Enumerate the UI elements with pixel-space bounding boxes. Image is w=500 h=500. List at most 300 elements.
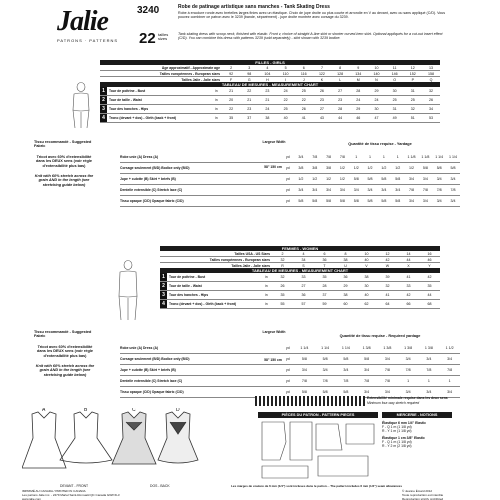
brand-subtitle: PATRONS · PATTERNS [57,38,119,43]
yardage-row-label: Robe unie (A) Dress (A) [120,155,159,159]
measure-cell: 21 [229,89,234,93]
measure-cell: 32 [280,275,285,279]
size-label-fr: tailles [158,32,169,37]
size-row-values [272,258,440,262]
yardage-cell: 7/8 [364,379,370,383]
measure-cell: 23 [265,89,270,93]
measure-cell: 28 [356,89,361,93]
measure-cell: 25 [283,107,288,111]
yardage-row-values [294,379,460,383]
back-label: DOS - BACK [150,484,170,488]
yardage-row-values [294,177,460,181]
view-label-d: D [176,408,180,413]
yardage-cell: 1/2 [353,166,359,170]
size-cell: 10 [364,251,369,256]
yardage-cell: 1 3/8 [424,346,433,350]
measure-cell: 59 [322,302,327,306]
measure-row [100,105,440,114]
measure-cell: 44 [427,293,432,297]
pattern-number: 3240 [137,5,160,16]
size-row-label: Tailles Jalie - Jalie sizes [231,263,270,268]
yardage-row-unit: yd [286,199,290,203]
measure-cell: 38 [343,293,348,297]
yardage-cell: 1/2 [381,166,387,170]
yardage-cell: 5/8 [450,166,456,170]
size-cell: K [320,77,324,82]
yardage-cell: 1 [355,155,358,159]
front-label: DEVANT - FRONT [60,484,89,488]
measure-cell: 66 [406,302,411,306]
yardage-cell: 3/4 [353,188,359,192]
yardage-cell: 7/8 [301,379,307,383]
measure-row-label: Tour de poitrine - Bust [109,89,146,93]
yardage-cell: 1 1/4 [435,155,444,159]
stretch-guide-bar [255,396,365,406]
measure-cell: 40 [283,116,288,120]
yardage-row-label: Robe unie (A) Dress (A) [120,346,159,350]
measure-cell: 25 [392,98,397,102]
notions-title: MERCERIE - NOTIONS [382,412,452,418]
size-cell: N [375,77,378,82]
yardage-cell: 3/4 [447,357,453,361]
girls-bar: FILLES - GIRLS [100,60,440,65]
yardage-cell: 3/4 [409,199,415,203]
yardage-cell: 5/8 [353,199,359,203]
measure-cell: 46 [356,116,361,120]
measure-cell: 35 [280,293,285,297]
yardage-cell: 3/4 [405,390,411,394]
yardage-cell: 5/8 [343,390,349,394]
women-yardage-rows [120,343,460,398]
yardage-cell: 1 [427,379,430,383]
size-cell: T [323,263,326,268]
yardage-row-label: Dentelle extensible (C) Stretch lace (C) [120,188,183,192]
measure-row-number: 3 [160,291,167,299]
measure-cell: 24 [356,98,361,102]
measure-cell: 42 [406,293,411,297]
measure-row [160,273,440,282]
yardage-cell: 3/8 [312,166,318,170]
notions-item-2: R - Y 1 m (1 1/8 yd) [382,429,412,433]
measure-cell: 32 [385,284,390,288]
size-cell: 10 [374,65,379,70]
girls-fabric-title: Tissu recommandé - Suggested Fabric [34,140,92,149]
measure-row [160,282,440,291]
girls-body-figure [66,82,96,130]
measure-row-unit: in [215,116,218,120]
measure-row-unit: in [265,293,268,297]
yardage-cell: 1 3/8 [383,346,392,350]
yardage-cell: 1 3/8 [404,346,413,350]
girls-size-section [100,60,440,83]
size-cell: 104 [264,71,271,76]
measure-cell: 22 [301,98,306,102]
size-cell: 4 [302,251,305,256]
size-cell: 11 [392,65,397,70]
measure-cell: 24 [283,89,288,93]
size-cell: 38 [343,257,348,262]
view-labels [42,408,180,413]
size-row-label: Âge approximatif - Approximate age [161,65,220,70]
yardage-cell: 7/8 [326,155,332,159]
size-cell: 32 [280,257,285,262]
size-cell: S [302,263,305,268]
yardage-row-unit: yd [286,188,290,192]
measure-row [100,114,440,123]
measure-cell: 38 [265,116,270,120]
measure-row-label: Tour de poitrine - Bust [169,275,206,279]
size-cell: 9 [357,65,360,70]
measure-cell: 21 [265,98,270,102]
women-bar: FEMMES - WOMEN [160,246,440,251]
yardage-cell: 3/8 [326,166,332,170]
measure-cell: 35 [229,116,234,120]
yardage-cell: 3/4 [436,199,442,203]
size-cell: L [339,77,342,82]
measure-cell: 62 [364,302,369,306]
women-fabric-fr: Tricot avec 60% d'extensibilité dans les DEUX sens (voir règle d'extensibilité plus bas) [37,344,93,358]
description-fr: Robe à encolure ronde avec bretelles larges finies avec un élastique. Choix de jupe droite ou plus courte et arrondie en V au devant, avec ou sans appliqué (C/D). Vous pouvez combiner ce patron avec le 3239 (bande, séparément) - jupe droite montrée avec corsage du 3239. [178,11,446,20]
women-size-rows [160,251,440,269]
rights-fr: Toute reproduction est interdite [402,493,444,497]
measure-row-unit: in [265,284,268,288]
girls-yardage-title: Quantité de tissu requise - Yardage [348,142,412,146]
size-row-label: Tailles USA - US Sizes [234,251,270,256]
women-measure-section [160,268,440,309]
yardage-row [120,365,460,376]
yardage-row-values [294,155,460,159]
yardage-cell: 5/8 [422,166,428,170]
yardage-row-unit: yd [286,390,290,394]
yardage-row-unit: yd [286,368,290,372]
yardage-cell: 5/8 [298,199,304,203]
yardage-cell: 1 1/4 [300,346,309,350]
company-address: Les patrons Jalie inc. - 2479 Martel Saint-Romuald QC Canada G6W 6L3 [22,493,120,497]
size-count: 22 [139,30,156,47]
measure-cell: 31 [392,107,397,111]
measure-row-number: 2 [100,96,107,104]
size-cell: 4 [266,65,269,70]
size-cell: 140 [373,71,380,76]
measure-cell: 38 [364,275,369,279]
yardage-cell: 7/8 [384,379,390,383]
measure-cell: 23 [338,98,343,102]
yardage-cell: 5/8 [301,357,307,361]
measure-cell: 34 [428,107,433,111]
brand-name: Jalie [57,6,108,37]
measure-row-number: 2 [160,282,167,290]
yardage-row-unit: yd [286,357,290,361]
yardage-cell: 5/8 [343,357,349,361]
yardage-cell: 5/8 [339,199,345,203]
view-c [112,412,156,464]
yardage-cell: 5/8 [322,357,328,361]
yardage-cell: 3/4 [447,390,453,394]
yardage-cell: 3/8 [298,166,304,170]
measure-cell: 29 [343,284,348,288]
yardage-cell: 1/2 [409,166,415,170]
measure-cell: 30 [374,107,379,111]
measure-cell: 23 [319,98,324,102]
size-row-values [272,252,440,256]
size-cell: 158 [427,71,434,76]
girls-fabric-fr: Tricot avec 60% d'extensibilité dans les DEUX sens (voir règle d'extensibilité plus bas) [36,154,92,168]
measure-cell: 39 [385,275,390,279]
measure-cell: 25 [301,89,306,93]
yardage-cell: 5/8 [395,177,401,181]
measure-cell: 26 [319,89,324,93]
measure-row-label: Tour des hanches - Hips [109,107,149,111]
size-cell: 2 [230,65,233,70]
size-cell: 44 [406,257,411,262]
women-measure-bar: TABLEAU DE MESURES - MEASUREMENT CHART [160,268,440,273]
yardage-cell: 3/4 [298,188,304,192]
yardage-cell: 5/8 [436,166,442,170]
measure-row-unit: in [215,89,218,93]
measure-cell: 53 [428,116,433,120]
girls-measure-section [100,82,440,123]
yardage-cell: 3/4 [384,357,390,361]
size-cell: P [411,77,414,82]
size-cell: 12 [385,251,390,256]
yardage-row-label: Jupe + culotte (B) Skirt + briefs (B) [120,368,176,372]
notions-box [382,412,452,448]
yardage-row-unit: yd [286,379,290,383]
yardage-row-values [294,346,460,350]
size-row-values [222,78,440,82]
measure-cell: 26 [301,107,306,111]
yardage-cell: 3/4 [409,177,415,181]
size-cell: I [285,77,287,82]
yardage-cell: 7/8 [339,155,345,159]
measure-row-number: 1 [100,87,107,95]
yardage-cell: 5/8 [395,199,401,203]
measure-cell: 64 [385,302,390,306]
yardage-row-label: Dentelle extensible (C) Stretch lace (C) [120,379,183,383]
measure-cell: 35 [427,284,432,288]
measure-cell: 24 [374,98,379,102]
measure-cell: 55 [280,302,285,306]
size-row-values [272,264,440,268]
size-cell: 134 [355,71,362,76]
size-cell: R [281,263,284,268]
measure-row-label: Trono (devant + dos) - Girth (back + front) [169,302,237,306]
size-cell: 98 [247,71,252,76]
yardage-cell: 3/4 [450,199,456,203]
size-cell: Q [429,77,433,82]
size-cell: 5 [284,65,287,70]
measure-cell: 28 [338,107,343,111]
measure-row-label: Tour de taille - Waist [169,284,202,288]
measure-cell: 24 [265,107,270,111]
size-cell: F [229,77,233,82]
measure-row-values [222,116,440,120]
yardage-cell: 7/8 [436,188,442,192]
yardage-row-unit: yd [286,177,290,181]
size-cell: H [266,77,269,82]
measure-cell: 37 [247,116,252,120]
size-cell: X [407,263,410,268]
yardage-cell: 5/8 [381,199,387,203]
yardage-cell: 7/8 [409,188,415,192]
size-cell: 122 [318,71,325,76]
measure-row-values [272,275,440,279]
measure-row-values [272,302,440,306]
measure-row-unit: in [215,107,218,111]
women-width-value: 58" 150 cm [264,358,282,362]
size-cell: 12 [410,65,415,70]
notions-item-4: R - Y 2 m (2 1/8 yd) [382,444,412,448]
yardage-cell: 3/4 [422,177,428,181]
seam-allowance-note: Les marges de couture de 6 mm (1/4") sont incluses dans le patron. - The pattern includes 6 mm (1/4") seam allowances [231,484,402,488]
measure-cell: 26 [280,284,285,288]
measure-row-label: Tour de taille - Waist [109,98,142,102]
size-cell: 128 [337,71,344,76]
yardage-row [120,185,460,196]
yardage-cell: 1 [448,379,451,383]
yardage-cell: 3/4 [301,368,307,372]
yardage-row-label: Tissu opaque (C/D) Opaque fabric (C/D) [120,199,184,203]
yardage-cell: 3/4 [426,390,432,394]
measure-cell: 47 [374,116,379,120]
view-label-a: A [42,408,46,413]
measure-cell: 28 [322,284,327,288]
size-row-values [222,66,440,70]
measure-row-unit: in [265,302,268,306]
yardage-row-unit: yd [286,166,290,170]
yardage-row [120,152,460,163]
measure-row-unit: in [265,275,268,279]
yardage-row-values [294,166,460,170]
yardage-cell: 7/8 [405,368,411,372]
measure-cell: 32 [410,107,415,111]
measure-row-number: 4 [160,300,167,308]
notions-item-1: F - Q 1 m (1 1/8 yd) [382,425,412,429]
yardage-cell: 5/8 [322,390,328,394]
measure-cell: 43 [319,116,324,120]
size-cell: 6 [323,251,326,256]
measure-row [160,291,440,300]
measure-cell: 35 [322,275,327,279]
yardage-cell: 1 [396,155,399,159]
size-cell: W [385,263,390,268]
measure-row-values [222,98,440,102]
yardage-cell: 7/8 [312,155,318,159]
measure-cell: 27 [301,284,306,288]
yardage-row-values [294,357,460,361]
yardage-cell: 3/4 [322,368,328,372]
size-cell: 13 [428,65,433,70]
measure-cell: 42 [427,275,432,279]
yardage-cell: 3/4 [312,188,318,192]
measure-cell: 22 [229,107,234,111]
size-label-en: sizes [158,36,168,41]
yardage-row-label: Jupe + culotte (B) Skirt + briefs (B) [120,177,176,181]
yardage-cell: 5/8 [312,199,318,203]
yardage-cell: 3/4 [405,357,411,361]
yardage-cell: 1 [407,379,410,383]
measure-cell: 27 [319,107,324,111]
size-cell: 36 [322,257,327,262]
measure-row [100,87,440,96]
measure-row-number: 4 [100,114,107,122]
size-cell: 2 [281,251,284,256]
yardage-cell: 7/8 [422,188,428,192]
size-cell: G [247,77,251,82]
size-row-label: Tailles européennes - European sizes [209,257,270,262]
yardage-cell: 3/4 [339,188,345,192]
yardage-cell: 3/4 [436,177,442,181]
measure-cell: 49 [392,116,397,120]
size-cell: O [393,77,397,82]
yardage-cell: 7/8 [384,368,390,372]
size-cell: 14 [406,251,411,256]
measure-row-values [272,293,440,297]
website: www.jalie.com [22,497,42,500]
yardage-cell: 3/4 [364,390,370,394]
measure-cell: 33 [301,275,306,279]
women-yardage-section [300,334,460,338]
measure-cell: 27 [338,89,343,93]
yardage-row-values [294,199,460,203]
measure-cell: 22 [283,98,288,102]
rights-en: Reproduction strictly prohibited [402,497,444,500]
measure-cell: 21 [247,98,252,102]
yardage-row [120,343,460,354]
yardage-cell: 7/8 [322,379,328,383]
measure-cell: 41 [406,275,411,279]
size-cell: J [302,77,305,82]
size-cell: 146 [391,71,398,76]
measure-row [160,300,440,309]
yardage-cell: 1 [369,155,372,159]
girls-width-value: 58" 150 cm [264,165,282,169]
measure-row-values [222,107,440,111]
made-in: IMPRIMÉ AU CANADA / PRINTED IN CANADA [22,489,86,493]
yardage-cell: 3/4 [426,357,432,361]
measure-cell: 51 [410,116,415,120]
pattern-pieces-title: PIÈCES DU PATRON - PATTERN PIECES [258,412,378,418]
pattern-title: Robe de patinage artistique sans manches - Tank Skating Dress [178,4,330,10]
measure-cell: 30 [392,89,397,93]
measure-cell: 30 [364,284,369,288]
size-cell: 116 [300,71,307,76]
yardage-row-label: Corsage seulement (B/D) Bodice only (B/D) [120,166,190,170]
measure-cell: 60 [343,302,348,306]
women-fabric-title: Tissu recommandé - Suggested Fabric [34,330,92,339]
pattern-pieces-box [258,412,378,418]
description-en: Tank skating dress with scoop neck, finished with elastic. Front v, choice of straight A-line skirt or shorter curved-hem skirt. Optional appliqués for a cut-out insert effect (C/D). You can combine this dress with patterns 3239 (sold separately) - skirt shown with 3239 bodice. [178,32,443,41]
yardage-cell: 7/8 [450,188,456,192]
yardage-cell: 1/2 [367,166,373,170]
measure-cell: 29 [356,107,361,111]
yardage-cell: 1 1/8 [407,155,416,159]
yardage-row-values [294,368,460,372]
garment-views [22,408,202,488]
size-cell: 152 [409,71,416,76]
yardage-row [120,174,460,185]
view-d [158,412,198,463]
size-cell: 40 [364,257,369,262]
stretch-guide-fr: Extensibilité minimale requise dans les deux sens [367,396,448,400]
yardage-cell: 3/4 [450,177,456,181]
girls-fabric-en: Knit with 60% stretch across the grain AND in the length (see stretching guide below) [34,174,94,187]
measure-cell: 40 [364,293,369,297]
yardage-row [120,376,460,387]
measure-cell: 36 [301,293,306,297]
women-fabric-left [34,330,96,377]
yardage-cell: 1 [382,155,385,159]
